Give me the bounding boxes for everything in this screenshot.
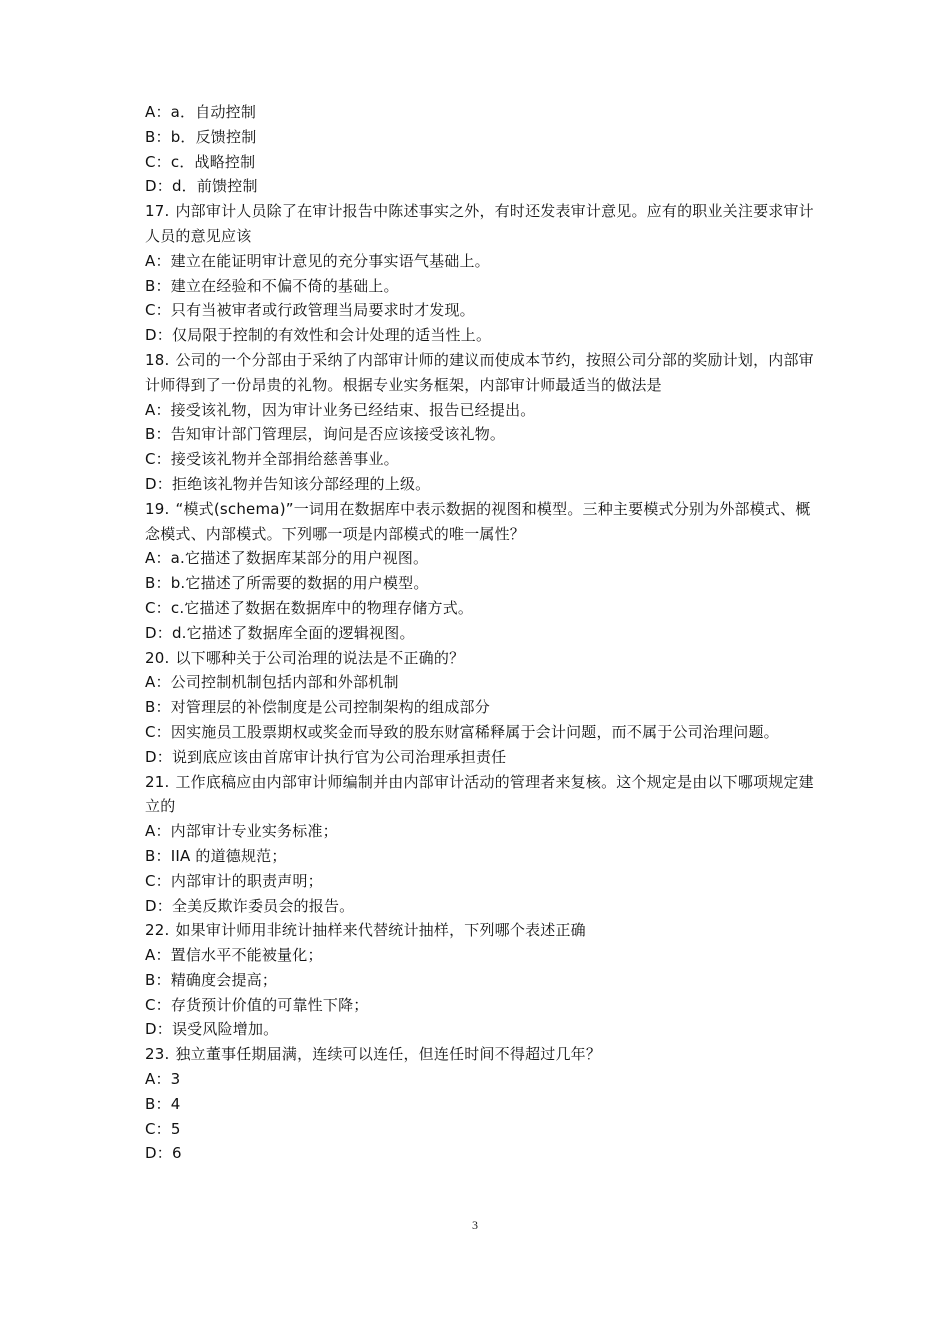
- question-number: 17.: [145, 202, 170, 221]
- question-text: 工作底稿应由内部审计师编制并由内部审计活动的管理者来复核。这个规定是由以下哪项规定建立的: [145, 772, 814, 816]
- option-line: A：内部审计专业实务标准；: [145, 822, 338, 841]
- option-line: D：全美反欺诈委员会的报告。: [145, 896, 355, 915]
- option-line: C：5: [145, 1119, 181, 1138]
- option-line: C：内部审计的职责声明；: [145, 871, 323, 890]
- option-line: A：置信水平不能被量化；: [145, 946, 323, 965]
- question-18: [145, 348, 825, 398]
- option-line: A：a.它描述了数据库某部分的用户视图。: [145, 549, 429, 568]
- option-line: A：接受该礼物，因为审计业务已经结束、报告已经提出。: [145, 400, 536, 419]
- option-line: A：3: [145, 1070, 181, 1089]
- option-line: B：告知审计部门管理层，询问是否应该接受该礼物。: [145, 425, 506, 444]
- option-line: D：拒绝该礼物并告知该分部经理的上级。: [145, 474, 431, 493]
- option-line: B：建立在经验和不偏不倚的基础上。: [145, 276, 399, 295]
- option-line: D：误受风险增加。: [145, 1020, 279, 1039]
- option-line: D：d.它描述了数据库全面的逻辑视图。: [145, 623, 415, 642]
- option-line: B：IIA 的道德规范；: [145, 846, 287, 865]
- question-text: 公司的一个分部由于采纳了内部审计师的建议而使成本节约，按照公司分部的奖励计划，内部审计师得到了一份昂贵的礼物。根据专业实务框架，内部审计师最适当的做法是: [145, 350, 814, 394]
- option-line: D：6: [145, 1144, 182, 1163]
- option-line: D：说到底应该由首席审计执行官为公司治理承担责任: [145, 747, 507, 766]
- option-line: C：接受该礼物并全部捐给慈善事业。: [145, 450, 399, 469]
- question-number: 22.: [145, 921, 170, 940]
- question-20: [145, 646, 825, 671]
- question-text: 内部审计人员除了在审计报告中陈述事实之外，有时还发表审计意见。应有的职业关注要求审计人员的意见应该: [145, 202, 814, 245]
- question-number: 23.: [145, 1045, 170, 1064]
- option-line: B：b.它描述了所需要的数据的用户模型。: [145, 574, 429, 593]
- question-19: [145, 497, 825, 547]
- option-line: B：对管理层的补偿制度是公司控制架构的组成部分: [145, 698, 490, 717]
- question-21: [145, 770, 825, 820]
- question-number: 18.: [145, 350, 170, 369]
- option-line: D：仅局限于控制的有效性和会计处理的适当性上。: [145, 326, 492, 345]
- question-text: 如果审计师用非统计抽样来代替统计抽样，下列哪个表述正确: [175, 921, 586, 940]
- page-number: 3: [472, 1218, 478, 1232]
- question-number: 19.: [145, 499, 170, 518]
- option-line: B：精确度会提高；: [145, 970, 278, 989]
- option-line: D：d．前馈控制: [145, 177, 258, 196]
- option-line: A：建立在能证明审计意见的充分事实语气基础上。: [145, 251, 490, 270]
- option-line: C：只有当被审者或行政管理当局要求时才发现。: [145, 301, 475, 320]
- question-text: “模式(schema)”一词用在数据库中表示数据的视图和模型。三种主要模式分别为外部模式、概念模式、内部模式。下列哪一项是内部模式的唯一属性？: [145, 499, 811, 543]
- question-number: 20.: [145, 648, 170, 667]
- option-line: A：公司控制机制包括内部和外部机制: [145, 673, 399, 692]
- option-line: C：c.它描述了数据在数据库中的物理存储方式。: [145, 598, 474, 617]
- question-23: [145, 1042, 825, 1067]
- question-number: 21.: [145, 772, 170, 791]
- option-line: C：c．战略控制: [145, 152, 256, 171]
- option-line: B：4: [145, 1094, 181, 1113]
- question-text: 以下哪种关于公司治理的说法是不正确的？: [175, 648, 465, 667]
- page-content: [145, 100, 825, 1166]
- option-line: C：因实施员工股票期权或奖金而导致的股东财富稀释属于会计问题，而不属于公司治理问题。: [145, 722, 779, 741]
- option-line: A：a．自动控制: [145, 103, 257, 121]
- question-22: [145, 918, 825, 943]
- option-line: B：b．反馈控制: [145, 127, 257, 146]
- question-text: 独立董事任期届满，连续可以连任，但连任时间不得超过几年？: [175, 1045, 602, 1064]
- option-line: C：存货预计价值的可靠性下降；: [145, 995, 369, 1014]
- question-17: [145, 199, 825, 249]
